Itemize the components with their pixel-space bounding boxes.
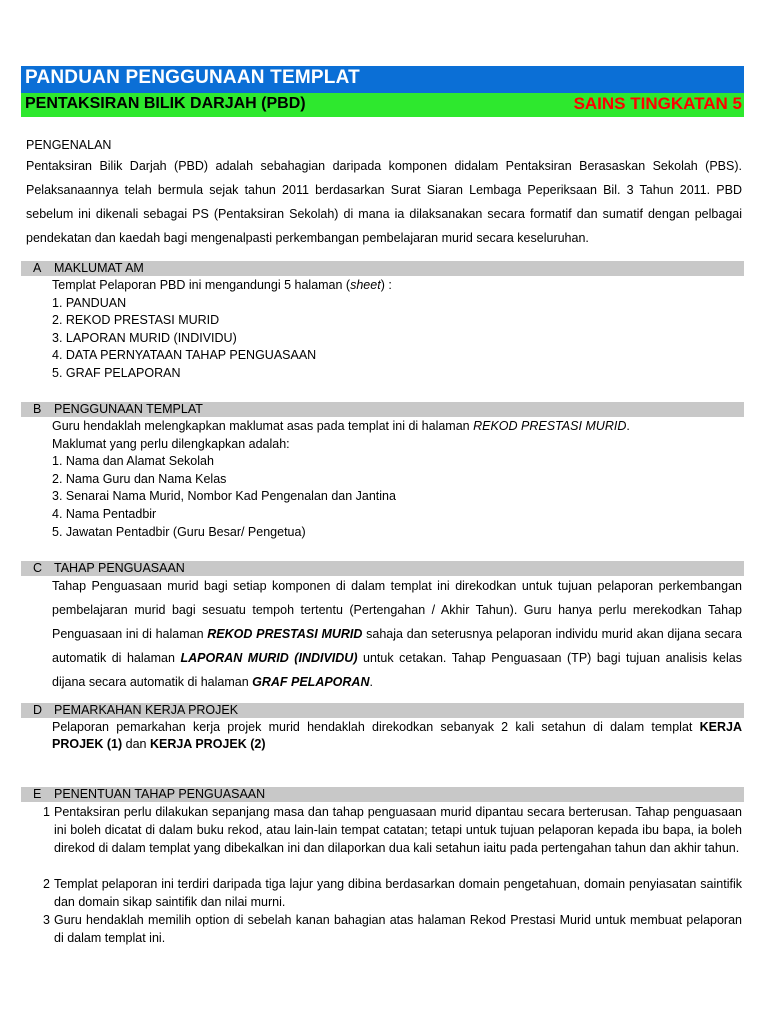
list-item: 3. Senarai Nama Murid, Nombor Kad Pengenalan dan Jantina [52, 489, 396, 504]
subject-label: SAINS TINGKATAN 5 [573, 94, 742, 113]
document-subtitle: PENTAKSIRAN BILIK DARJAH (PBD) [25, 95, 306, 112]
section-b-header [21, 402, 744, 417]
section-c-title: TAHAP PENGUASAAN [54, 561, 185, 575]
section-d-text: Pelaporan pemarkahan kerja projek murid hendaklah direkodkan sebanyak 2 kali setahun di dalam templat KERJA PROJEK (1) dan KERJA PROJEK (2) [52, 720, 742, 751]
list-item: 2. Nama Guru dan Nama Kelas [52, 471, 227, 486]
list-item-number: 1 [43, 805, 50, 819]
section-c-text: Tahap Penguasaan murid bagi setiap komponen di dalam templat ini direkodkan untuk tujuan pelaporan perkembangan pembelajaran murid bagi sesuatu tempoh tertentu (Pertengahan / Akhir Tahun). Guru hanya perlu merekodkan Tahap Penguasaan ini di halaman REKOD PRESTASI MURID sahaja dan seterusnya pelaporan individu murid akan dijana secara automatik di halaman LAPORAN MURID (INDIVIDU) untuk cetakan. Tahap Penguasaan (TP) bagi tujuan analisis kelas dijana secara automatik di halaman GRAF PELAPORAN. [52, 579, 742, 689]
list-item: 1. Nama dan Alamat Sekolah [52, 454, 214, 469]
section-c-letter: C [33, 561, 43, 575]
intro-heading: PENGENALAN [26, 138, 112, 152]
title-banner [21, 66, 744, 93]
section-a-lead: Templat Pelaporan PBD ini mengandungi 5 halaman (sheet) : [52, 278, 392, 292]
section-d-title: PEMARKAHAN KERJA PROJEK [54, 703, 239, 717]
list-item-number: 2 [43, 877, 50, 891]
document-title: PANDUAN PENGGUNAAN TEMPLAT [25, 67, 360, 88]
subtitle-banner [21, 93, 744, 117]
list-item: 5. GRAF PELAPORAN [52, 365, 181, 380]
section-e-header [21, 787, 744, 802]
list-item: 5. Jawatan Pentadbir (Guru Besar/ Pengetua) [52, 524, 306, 539]
list-item: 1. PANDUAN [52, 295, 127, 310]
section-d-header [21, 703, 744, 718]
section-a-title: MAKLUMAT AM [54, 261, 144, 275]
section-d-letter: D [33, 703, 43, 717]
list-item-text: Pentaksiran perlu dilakukan sepanjang masa dan tahap penguasaan murid dipantau secara berterusan. Tahap penguasaan ini boleh dicatat di dalam buku rekod, atau lain-lain tempat catatan; tetapi untuk tujuan pelaporan kepada ibu bapa, ia boleh direkod di dalam templat yang dibekalkan ini dan dilaporkan dua kali setahun iaitu pada pertengahan tahun dan akhir tahun. [54, 805, 742, 855]
intro-text: Pentaksiran Bilik Darjah (PBD) adalah sebahagian daripada komponen didalam Pentaksiran Berasaskan Sekolah (PBS). Pelaksanaannya telah bermula sejak tahun 2011 berdasarkan Surat Siaran Lembaga Peperiksaan Bil. 3 Tahun 2011. PBD sebelum ini dikenali sebagai PS (Pentaksiran Sekolah) di mana ia dilaksanakan secara formatif dan sumatif dengan pelbagai pendekatan dan kaedah bagi mengenalpasti perkembangan pembelajaran murid secara keseluruhan. [26, 159, 742, 245]
list-item: 2. REKOD PRESTASI MURID [52, 313, 220, 328]
section-b-title: PENGGUNAAN TEMPLAT [54, 402, 203, 416]
section-e-letter: E [33, 787, 42, 801]
list-item-number: 3 [43, 913, 50, 927]
section-a-header [21, 261, 744, 276]
section-b-lead: Guru hendaklah melengkapkan maklumat asas pada templat ini di halaman REKOD PRESTASI MURID. [52, 419, 630, 433]
list-item-text: Guru hendaklah memilih option di sebelah kanan bahagian atas halaman Rekod Prestasi Murid untuk membuat pelaporan di dalam templat ini. [54, 913, 742, 945]
list-item: 4. Nama Pentadbir [52, 506, 157, 521]
list-item: 4. DATA PERNYATAAN TAHAP PENGUASAAN [52, 348, 317, 363]
section-e-title: PENENTUAN TAHAP PENGUASAAN [54, 787, 266, 801]
section-b-content [52, 418, 630, 541]
section-a-letter: A [33, 261, 42, 275]
list-item-text: Templat pelaporan ini terdiri daripada tiga lajur yang dibina berdasarkan domain pengetahuan, domain penyiasatan saintifik dan domain sikap saintifik dan nilai murni. [54, 877, 742, 909]
list-item: 3. LAPORAN MURID (INDIVIDU) [52, 330, 237, 345]
section-b-lead2: Maklumat yang perlu dilengkapkan adalah: [52, 436, 290, 451]
section-b-letter: B [33, 402, 42, 416]
section-a-content [52, 277, 392, 383]
